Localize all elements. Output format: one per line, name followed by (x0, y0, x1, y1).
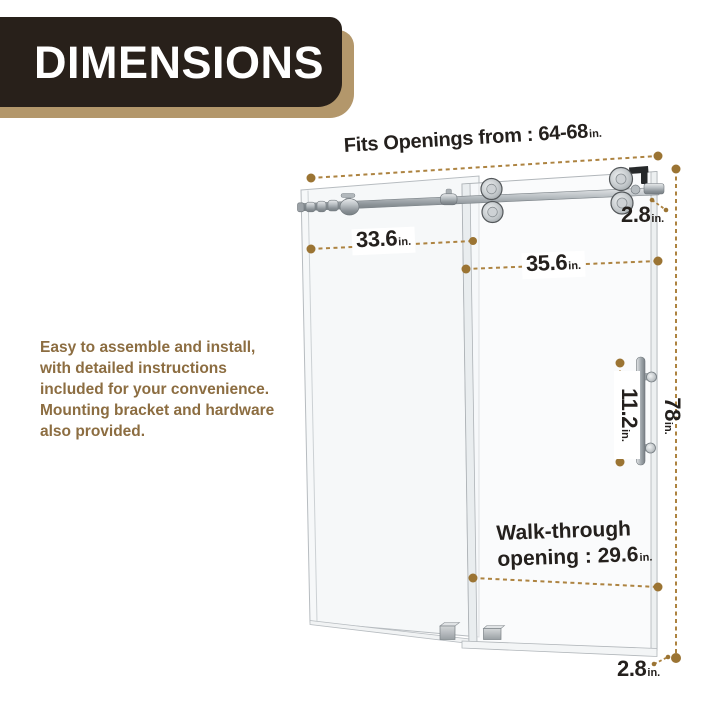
walk-through-label (496, 516, 653, 576)
dimension-value: 2.8 (617, 656, 647, 681)
walk-through-line1: Walk-through (496, 517, 632, 545)
dimension-unit: in. (398, 235, 412, 249)
walk-through-line2 (497, 542, 653, 576)
dimension-value: 2.8 (621, 202, 651, 227)
dimension-value: 35.6 (525, 249, 568, 277)
description-line: included for your convenience. (40, 381, 270, 398)
dimension-unit: in. (639, 551, 653, 565)
description-line: Easy to assemble and install, (40, 339, 256, 356)
fixed-panel-width-label (351, 227, 415, 256)
sliding-panel-width-label (522, 251, 586, 280)
dimension-value: 11.2 (617, 388, 642, 429)
dimension-unit: in. (568, 259, 582, 273)
dimension-unit: in. (647, 667, 661, 679)
rail-end-bracket (644, 184, 664, 195)
dimension-value: opening : 29.6 (496, 543, 639, 571)
door-height-label (657, 387, 683, 445)
handle-length-label (614, 371, 640, 459)
bottom-gap-label (617, 658, 660, 684)
dimension-unit: in. (619, 429, 631, 442)
dimension-value: 33.6 (355, 225, 398, 253)
page-title: DIMENSIONS (34, 36, 325, 88)
description-line: also provided. (40, 423, 146, 440)
dimension-unit: in. (588, 127, 603, 141)
dimension-value: Fits Openings from : 64-68 (343, 120, 589, 157)
dimension-unit: in. (651, 213, 665, 225)
description-line: Mounting bracket and hardware (40, 402, 275, 419)
dimension-unit: in. (662, 421, 674, 435)
description-line: with detailed instructions (40, 360, 227, 377)
dimension-value: 78 (660, 397, 685, 421)
top-gap-label (621, 204, 664, 230)
